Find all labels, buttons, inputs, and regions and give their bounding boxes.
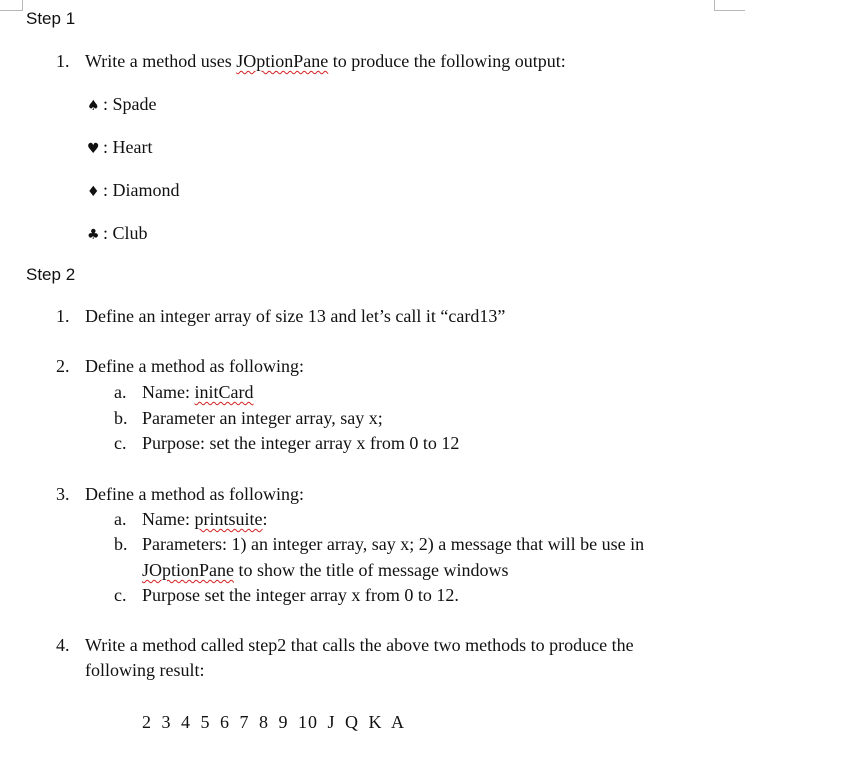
spellcheck-word-printsuite: printsuite: [194, 509, 263, 529]
step2-item3-c-letter: c.: [114, 585, 127, 605]
step2-item2-a-text: [142, 381, 253, 403]
step2-item3-number: 3.: [56, 484, 70, 504]
step1-item1-text-post: to produce the following output:: [328, 51, 566, 71]
page-corner-mark-left: [0, 0, 23, 11]
suit-heart: [87, 136, 152, 160]
suit-label: : Spade: [103, 94, 157, 114]
step2-item3-text: Define a method as following:: [85, 484, 304, 504]
page-corner-mark-right: [714, 0, 745, 11]
step2-item2-number: 2.: [56, 356, 70, 376]
suit-diamond: [87, 179, 180, 203]
step2-item2-b-letter: b.: [114, 408, 128, 428]
suit-label: : Diamond: [103, 180, 180, 200]
step2-item1-number: 1.: [56, 306, 70, 326]
step2-item4-number: 4.: [56, 635, 70, 655]
step2-item3-a-text: [142, 508, 268, 530]
heart-icon: ♥: [87, 141, 100, 157]
step2-item3-b-text: Parameters: 1) an integer array, say x; 2) a message that will be use in: [142, 534, 645, 554]
club-icon: ♣: [87, 227, 100, 243]
step2-item2-a-letter: a.: [114, 382, 127, 402]
step2-item2-b-text: Parameter an integer array, say x;: [142, 408, 383, 428]
step2-item4-line2: following result:: [85, 660, 205, 680]
step1-heading: Step 1: [26, 9, 76, 28]
step1-item1-text-pre: Write a method uses: [85, 51, 237, 71]
step2-item2-text: Define a method as following:: [85, 356, 304, 376]
suit-spade: [87, 93, 157, 117]
spade-icon: ♠: [87, 98, 100, 114]
step1-item1-number: 1.: [56, 51, 70, 71]
step2-item2-c-text: Purpose: set the integer array x from 0 to 12: [142, 433, 460, 453]
suit-label: : Club: [103, 223, 148, 243]
step2-item3-b-text-post: to show the title of message windows: [234, 560, 509, 580]
spellcheck-word-joptionpane: JOptionPane: [236, 51, 329, 71]
name-label: Name:: [142, 382, 195, 402]
step2-item1-text: Define an integer array of size 13 and let’s call it “card13”: [85, 306, 506, 326]
colon: :: [262, 509, 268, 529]
step2-item3-b-letter: b.: [114, 534, 128, 554]
step2-heading: Step 2: [26, 265, 76, 284]
step2-item4-line1: Write a method called step2 that calls the above two methods to produce the: [85, 635, 634, 655]
step2-item3-a-letter: a.: [114, 509, 127, 529]
step1-item1-text: [85, 50, 566, 72]
spellcheck-word-initcard: initCard: [194, 382, 254, 402]
step2-item3-c-text: Purpose set the integer array x from 0 to 12.: [142, 585, 459, 605]
name-label: Name:: [142, 509, 195, 529]
step2-item2-c-letter: c.: [114, 433, 127, 453]
diamond-icon: ♦: [87, 184, 100, 200]
suit-label: : Heart: [103, 137, 153, 157]
card-sequence-result: 2 3 4 5 6 7 8 9 10 J Q K A: [142, 712, 406, 732]
suit-club: [87, 222, 148, 246]
step2-item3-b-text-cont: [142, 559, 508, 581]
spellcheck-word-joptionpane: JOptionPane: [142, 560, 234, 580]
